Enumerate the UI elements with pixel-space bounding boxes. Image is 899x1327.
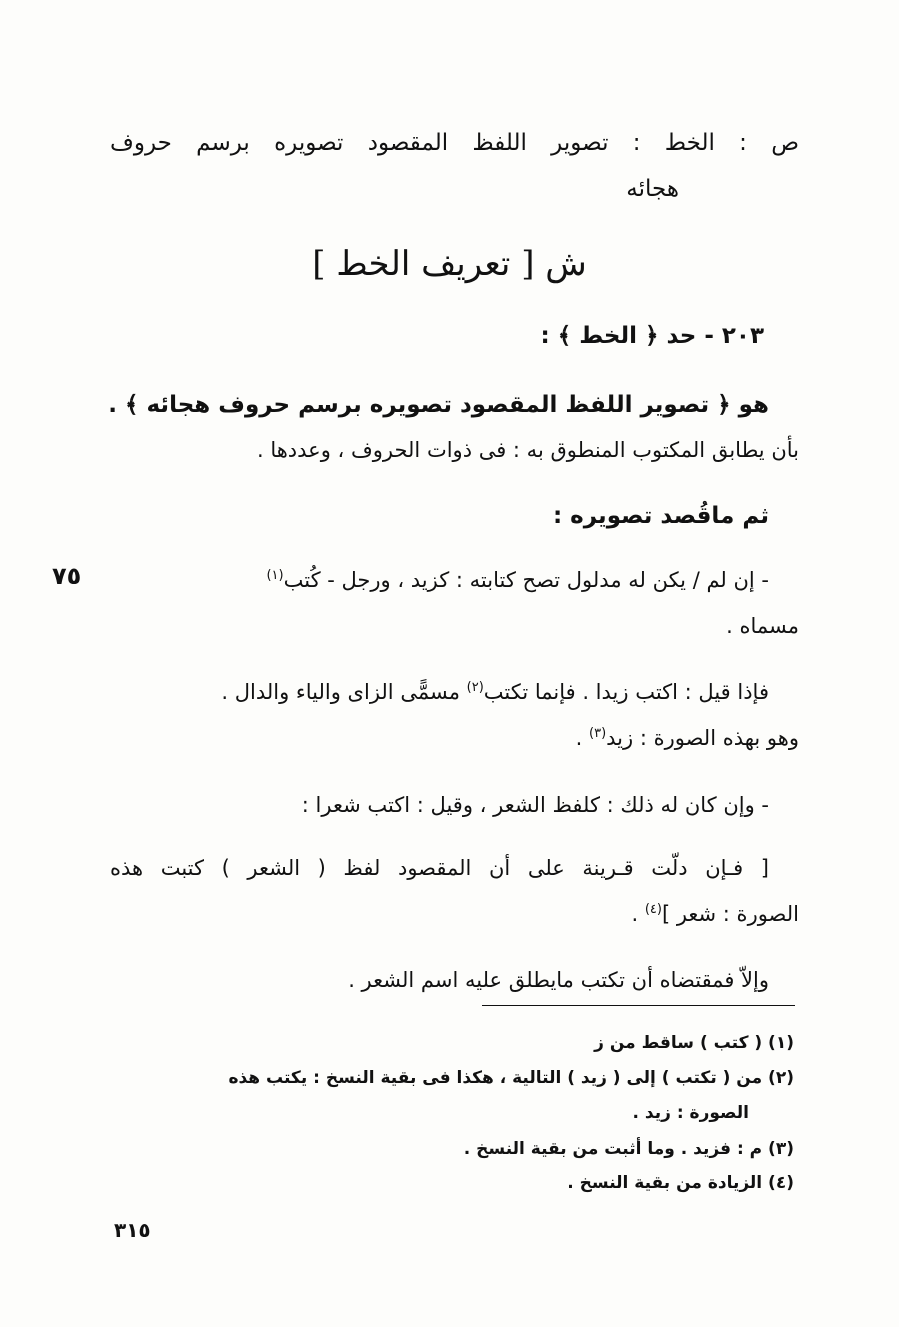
margin-number: ٧٥ [52, 562, 82, 590]
paragraph-4-text-a: الصورة : شعر ] [661, 902, 799, 926]
footnote-ref-3: (٣) [589, 726, 607, 741]
footnote-ref-4: (٤) [644, 902, 662, 917]
paragraph-2-text-d: . [575, 726, 590, 750]
paragraph-4-line-1: [ فـإن دلّت قـرينة على أن المقصود لفظ ( الشعر ) كتبت هذه [110, 856, 769, 880]
page-number: ٣١٥ [114, 1218, 151, 1242]
paragraph-1-text: - إن لم / يكن له مدلول تصح كتابته : كزيد ، ورجل - كُتب [283, 568, 769, 592]
paragraph-4-text-b: . [631, 902, 645, 926]
footnote-2-line-1: (٢) من ( تكتب ) إلى ( زيد ) التالية ، هكذا فى بقية النسخ : يكتب هذه [228, 1068, 794, 1088]
paragraph-2-text-a: فإذا قيل : اكتب زيدا . فإنما تكتب [483, 680, 769, 704]
footnote-ref-2: (٢) [466, 680, 484, 695]
footnote-ref-1: (١) [266, 568, 284, 583]
paragraph-1-line-1 [110, 568, 769, 592]
paragraph-5: وإلاّ فمقتضاه أن تكتب مايطلق عليه اسم الشعر . [348, 968, 769, 992]
paragraph-1-line-2: مسماه . [726, 614, 799, 638]
matn-line-2: هجائه [626, 176, 679, 202]
footnote-separator [482, 1005, 795, 1006]
footnote-4: (٤) الزيادة من بقية النسخ . [567, 1173, 794, 1193]
section-heading: ٢٠٣ - حد ﴿ الخط ﴾ : [540, 323, 764, 349]
matn-line-1: ص : الخط : تصوير اللفظ المقصود تصويره برسم حروف [110, 130, 799, 156]
footnote-3: (٣) م : فزيد . وما أثبت من بقية النسخ . [463, 1139, 794, 1159]
section-title: ش [ تعريف الخط ] [312, 244, 587, 284]
subheading: ثم ماقُصد تصويره : [552, 503, 769, 529]
footnote-1: (١) ( كتب ) ساقط من ز [594, 1033, 794, 1053]
footnote-2-line-2: الصورة : زيد . [632, 1103, 749, 1123]
paragraph-2-line-2 [110, 726, 799, 750]
paragraph-2-text-c: وهو بهذه الصورة : زيد [606, 726, 799, 750]
paragraph-3: - وإن كان له ذلك : كلفظ الشعر ، وقيل : اكتب شعرا : [301, 793, 769, 817]
paragraph-4-line-2 [110, 902, 799, 926]
paragraph-2-text-b: مسمًّى الزاى والياء والدال . [221, 680, 467, 704]
paragraph-2-line-1 [110, 680, 769, 704]
definition-line-1: هو ﴿ تصوير اللفظ المقصود تصويره برسم حروف هجائه ﴾ . [108, 392, 769, 418]
definition-line-2: بأن يطابق المكتوب المنطوق به : فى ذوات الحروف ، وعددها . [256, 438, 799, 462]
